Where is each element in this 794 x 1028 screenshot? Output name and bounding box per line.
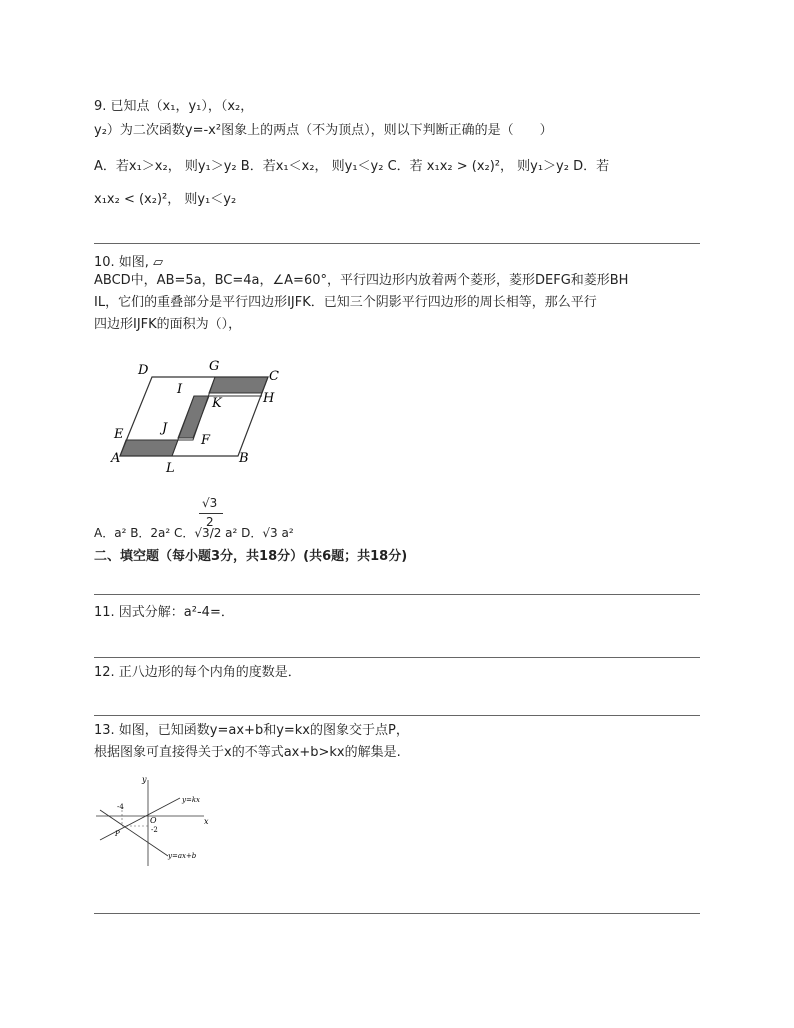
q12-text: 12. 正八边形的每个内角的度数是．: [94, 665, 301, 680]
origin-label: O: [150, 816, 157, 825]
q13-line1: 13. 如图，已知函数y=ax+b和y=kx的图象交于点P，: [94, 723, 409, 738]
label-yaxb: y=ax+b: [168, 852, 197, 860]
divider: [94, 715, 700, 716]
label-d: D: [138, 363, 149, 378]
q10-choices: A．a² B．2a² C．√3/2 a² D．√3 a²: [94, 526, 294, 540]
q9-line1: 9. 已知点（x₁，y₁），（x₂，: [94, 99, 254, 114]
shaded-bottom: [120, 440, 178, 456]
tick-neg2: -2: [151, 826, 158, 834]
tick-neg4: -4: [117, 803, 124, 811]
label-b: B: [239, 451, 249, 466]
q10-frac-den: 2: [206, 515, 214, 529]
q9-line3: A．若x₁＞x₂， 则y₁＞y₂ B．若x₁＜x₂， 则y₁＜y₂ C．若 x₁x₂ > (x₂)²， 则y₁＞y₂ D．若: [94, 159, 610, 174]
divider: [94, 657, 700, 658]
parallelogram-diagram: [108, 356, 298, 476]
q11-text: 11. 因式分解：a²-4=．: [94, 605, 234, 620]
q10-frac-num: √3: [202, 496, 218, 510]
label-j: J: [162, 421, 168, 436]
shaded-top: [209, 377, 268, 393]
divider: [94, 913, 700, 914]
q9-line2: y₂）为二次函数y=-x²图象上的两点（不为顶点），则以下判断正确的是（ ）: [94, 123, 553, 138]
label-i: I: [177, 382, 183, 397]
label-l: L: [166, 461, 175, 476]
label-f: F: [201, 433, 211, 448]
section-title: 二、填空题（每小题3分，共18分）(共6题；共18分): [94, 549, 408, 564]
label-ykx: y=kx: [182, 796, 201, 804]
q10-line3: IL，它们的重叠部分是平行四边形IJFK．已知三个阴影平行四边形的周长相等，那么平行: [94, 295, 597, 310]
q10-line4: 四边形IJFK的面积为（），: [94, 317, 242, 332]
function-graph: [92, 772, 212, 868]
label-a: A: [111, 451, 121, 466]
q10-line2: ABCD中，AB=5a，BC=4a，∠A=60°，平行四边形内放着两个菱形，菱形DEFG和菱形BH: [94, 273, 629, 288]
axis-label-x: x: [204, 817, 209, 826]
line-ykx: [100, 798, 180, 840]
label-e: E: [114, 427, 124, 442]
q9-line4: x₁x₂ < (x₂)²， 则y₁＜y₂: [94, 192, 237, 207]
label-k: K: [212, 396, 222, 411]
axis-label-y: y: [142, 775, 147, 784]
label-g: G: [209, 359, 220, 374]
label-h: H: [263, 391, 275, 406]
q10-frac-bar: [199, 513, 223, 514]
q10-line1: 10. 如图, ▱: [94, 255, 164, 270]
shaded-middle: [178, 396, 209, 438]
divider: [94, 594, 700, 595]
label-c: C: [269, 369, 279, 384]
point-p: P: [115, 830, 120, 838]
q13-line2: 根据图象可直接得关于x的不等式ax+b>kx的解集是.: [94, 745, 401, 760]
divider: [94, 243, 700, 244]
